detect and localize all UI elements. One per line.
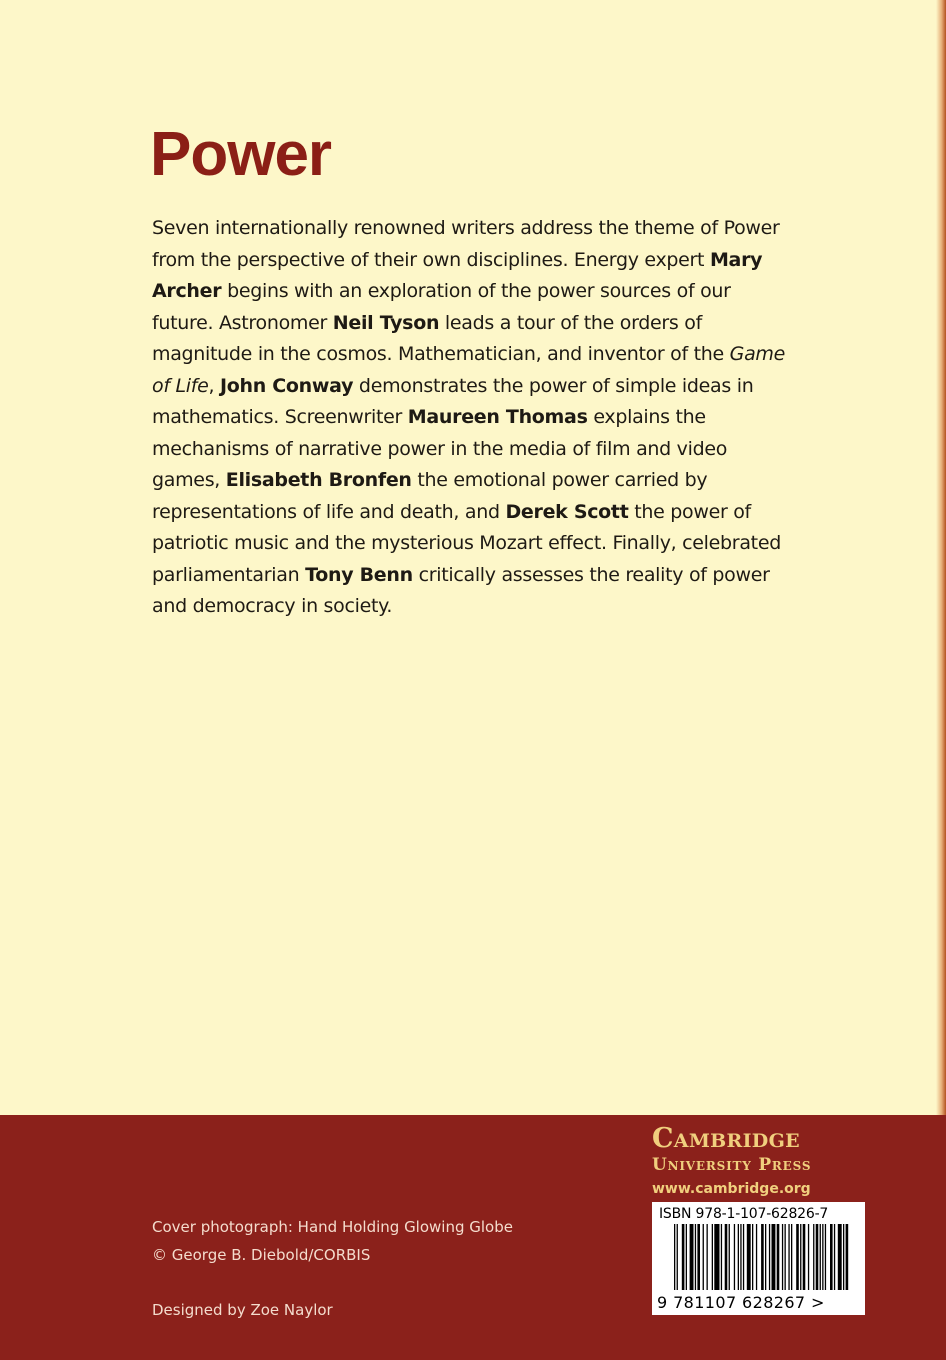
blurb-text: leads a tour of the orders of magnitude in the cosmos. Mathematician, and inventor of the bbox=[152, 311, 730, 365]
author-name: Mary Archer bbox=[152, 248, 763, 302]
barcode-bar bbox=[697, 1224, 700, 1290]
barcode-bar bbox=[843, 1224, 844, 1290]
author-name: Derek Scott bbox=[505, 500, 629, 523]
publisher-name-line2: University Press bbox=[652, 1155, 812, 1175]
barcode-bar bbox=[695, 1224, 696, 1290]
barcode-bar bbox=[765, 1224, 766, 1290]
isbn-text: ISBN 978-1-107-62826-7 bbox=[659, 1206, 829, 1222]
publisher-name-line1: Cambridge bbox=[652, 1123, 800, 1154]
ean-digits: 9 781107 628267 > bbox=[657, 1293, 825, 1312]
barcode-bar bbox=[834, 1224, 835, 1290]
barcode-bar bbox=[820, 1224, 821, 1290]
barcode-bar bbox=[674, 1224, 675, 1290]
publisher-logo bbox=[652, 1124, 866, 1200]
barcode-bar bbox=[677, 1224, 678, 1290]
barcode-bar bbox=[740, 1224, 741, 1290]
author-name: Maureen Thomas bbox=[407, 406, 588, 428]
barcode-bar bbox=[729, 1224, 730, 1290]
barcode-bar bbox=[761, 1224, 764, 1290]
barcode-bar bbox=[734, 1224, 735, 1290]
barcode bbox=[652, 1202, 865, 1315]
barcode-bar bbox=[825, 1224, 826, 1290]
barcode-bar bbox=[800, 1224, 801, 1290]
author-name: Tony Benn bbox=[305, 563, 413, 586]
barcode-bar bbox=[769, 1224, 770, 1290]
blurb-text: explains the mechanisms of narrative power in the media of film and video games, bbox=[152, 406, 728, 491]
blurb-text: the emotional power carried by representations of life and death, and bbox=[152, 469, 708, 523]
barcode-bar bbox=[791, 1224, 792, 1290]
globe-glow-edge bbox=[936, 0, 946, 1115]
barcode-bar bbox=[796, 1224, 799, 1290]
author-name: Elisabeth Bronfen bbox=[225, 469, 412, 491]
blurb-text: Seven internationally renowned writers address the theme of Power from the perspective of their own disciplines. Energy expert bbox=[152, 217, 780, 271]
barcode-bar bbox=[785, 1224, 786, 1290]
barcode-bar bbox=[686, 1224, 687, 1290]
publisher-url: www.cambridge.org bbox=[652, 1181, 811, 1197]
barcode-bar bbox=[777, 1224, 780, 1290]
barcode-bar bbox=[738, 1224, 739, 1290]
author-name: John Conway bbox=[219, 374, 354, 397]
blurb-text: demonstrates the power of simple ideas in mathematics. Screenwriter bbox=[152, 374, 754, 428]
barcode-bar bbox=[712, 1224, 713, 1290]
author-name: Neil Tyson bbox=[332, 311, 440, 334]
barcode-bar bbox=[838, 1224, 842, 1290]
barcode-bar bbox=[707, 1224, 708, 1290]
barcode-bar bbox=[725, 1224, 728, 1290]
barcode-bar bbox=[782, 1224, 783, 1290]
barcode-bar bbox=[830, 1224, 833, 1290]
barcode-bar bbox=[816, 1224, 819, 1290]
barcode-bar bbox=[682, 1224, 685, 1290]
blurb-text: critically assesses the reality of power and democracy in society. bbox=[152, 563, 770, 617]
barcode-bar bbox=[747, 1224, 751, 1290]
barcode-bar bbox=[808, 1224, 809, 1290]
copyright-credit: © George B. Diebold/CORBIS bbox=[152, 1246, 371, 1264]
cover-photo-credit: Cover photograph: Hand Holding Glowing Globe bbox=[152, 1218, 513, 1236]
barcode-bar bbox=[813, 1224, 814, 1290]
barcode-bar bbox=[721, 1224, 722, 1290]
book-title: Power bbox=[150, 120, 332, 189]
barcode-bar bbox=[752, 1224, 753, 1290]
barcode-bar bbox=[846, 1224, 849, 1290]
barcode-bar bbox=[756, 1224, 757, 1290]
barcode-bar bbox=[714, 1224, 719, 1290]
designer-credit: Designed by Zoe Naylor bbox=[152, 1301, 333, 1319]
barcode-bar bbox=[822, 1224, 823, 1290]
barcode-bar bbox=[803, 1224, 806, 1290]
blurb-text: , bbox=[208, 374, 220, 397]
description-blurb bbox=[152, 213, 797, 623]
publisher-name bbox=[652, 1124, 866, 1154]
blurb-text: the power of patriotic music and the mysterious Mozart effect. Finally, celebrated parliamentarian bbox=[152, 500, 781, 586]
barcode-bar bbox=[788, 1224, 789, 1290]
barcode-bar bbox=[772, 1224, 776, 1290]
barcode-bar bbox=[703, 1224, 704, 1290]
publisher-subname bbox=[652, 1154, 866, 1176]
blurb-text: begins with an exploration of the power sources of our future. Astronomer bbox=[152, 280, 731, 334]
work-title: Game of Life bbox=[152, 343, 786, 397]
barcode-bar bbox=[743, 1224, 744, 1290]
barcode-bar bbox=[690, 1224, 694, 1290]
